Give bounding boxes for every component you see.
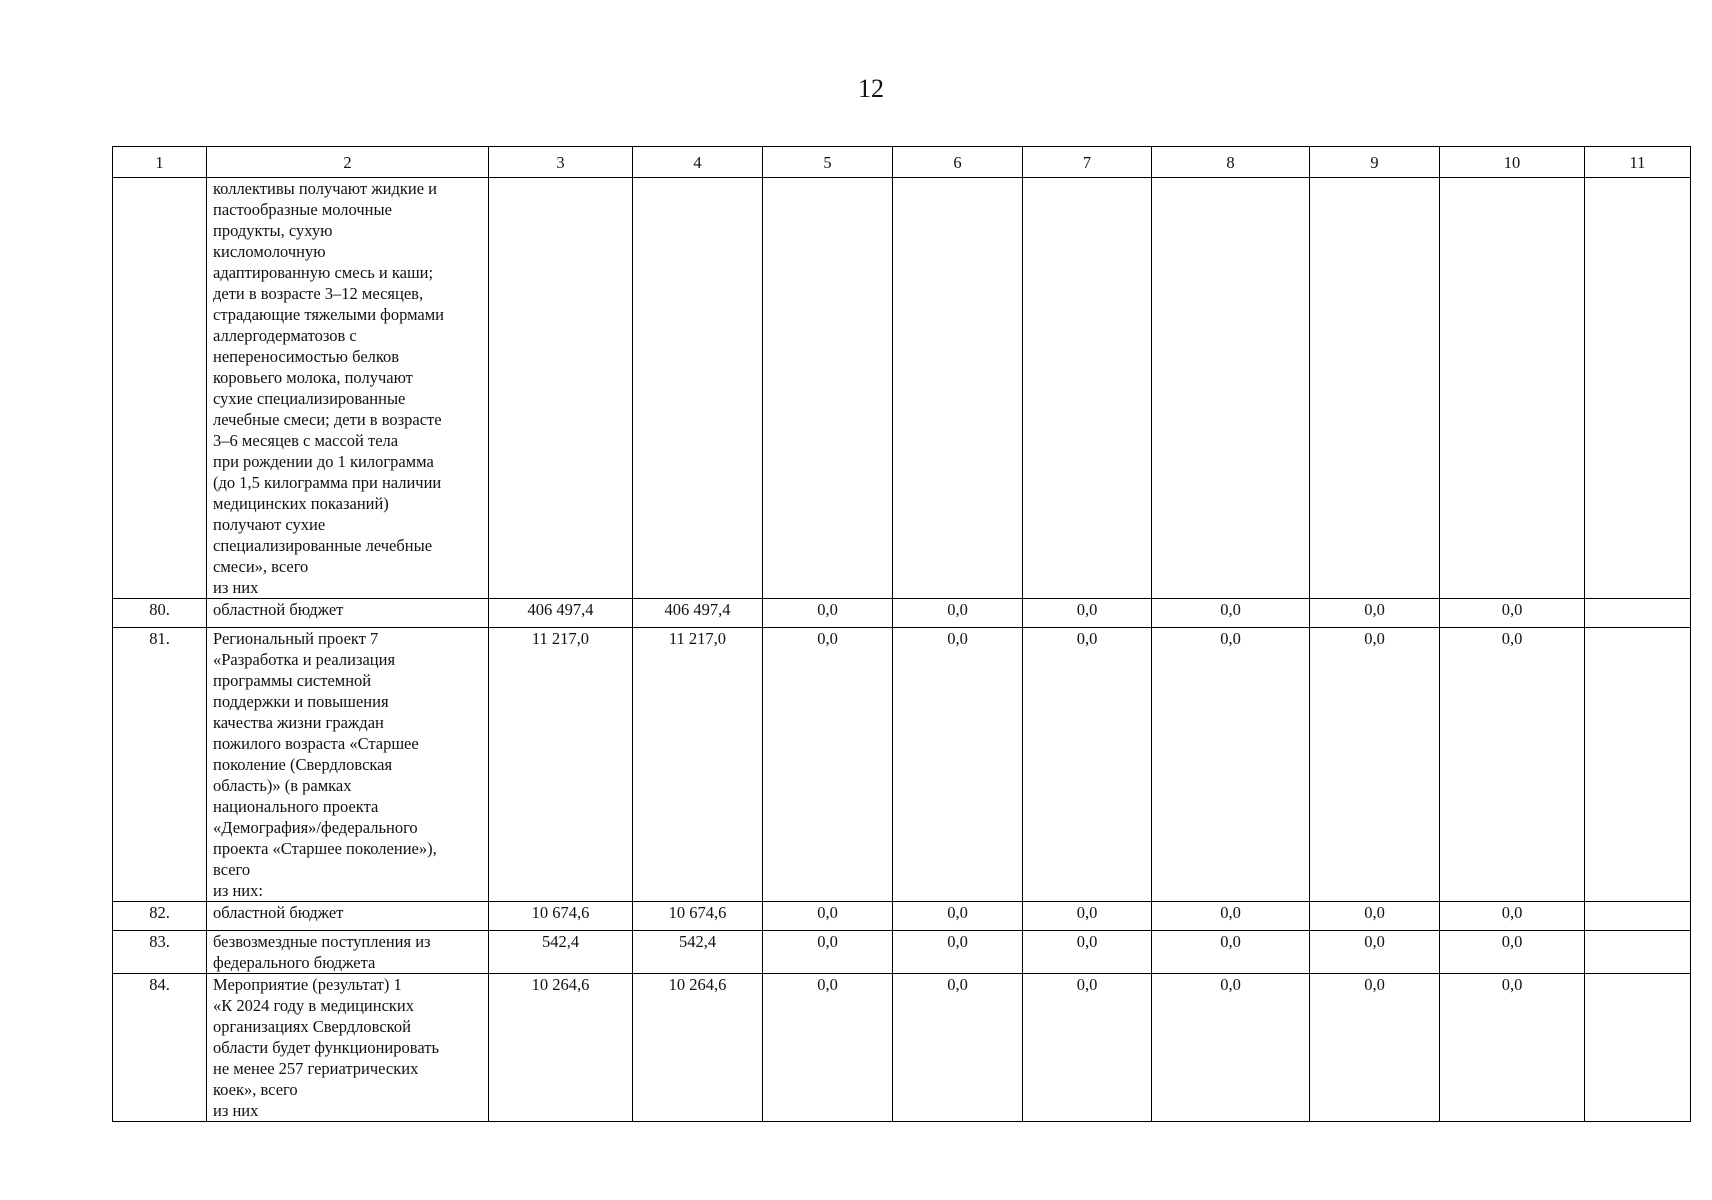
value-cell-col-9: 0,0 — [1310, 628, 1440, 902]
row-name-cell — [207, 628, 489, 902]
table-row — [113, 931, 1691, 974]
row-name-line: из них — [213, 1101, 259, 1120]
row-number-cell: 82. — [113, 902, 207, 931]
value-cell-col-3: 11 217,0 — [489, 628, 633, 902]
column-header: 4 — [633, 147, 763, 178]
table-body — [113, 178, 1691, 1122]
value-cell-col-4: 542,4 — [633, 931, 763, 974]
row-name-line: безвозмездные поступления из — [213, 932, 431, 951]
value-cell-col-11 — [1585, 599, 1691, 628]
value-cell-col-6: 0,0 — [893, 628, 1023, 902]
value-cell-col-3: 406 497,4 — [489, 599, 633, 628]
value-cell-col-6: 0,0 — [893, 931, 1023, 974]
value-cell-col-4 — [633, 178, 763, 599]
value-cell-col-3 — [489, 178, 633, 599]
table-row — [113, 599, 1691, 628]
row-name-line: «Разработка и реализация — [213, 650, 396, 669]
row-name-line: «Демография»/федерального — [213, 818, 418, 837]
value-cell-col-10: 0,0 — [1440, 902, 1585, 931]
table-row — [113, 974, 1691, 1122]
row-name-line: всего — [213, 860, 251, 879]
row-name-line: пожилого возраста «Старшее — [213, 734, 419, 753]
row-name-line: из них: — [213, 881, 263, 900]
row-name-line: дети в возрасте 3–12 месяцев, — [213, 284, 424, 303]
value-cell-col-6: 0,0 — [893, 974, 1023, 1122]
value-cell-col-7: 0,0 — [1023, 902, 1152, 931]
row-name-line: проекта «Старшее поколение»), — [213, 839, 437, 858]
value-cell-col-10: 0,0 — [1440, 974, 1585, 1122]
value-cell-col-10: 0,0 — [1440, 599, 1585, 628]
value-cell-col-6: 0,0 — [893, 902, 1023, 931]
row-name-line: непереносимостью белков — [213, 347, 400, 366]
value-cell-col-6 — [893, 178, 1023, 599]
column-header: 2 — [207, 147, 489, 178]
value-cell-col-9: 0,0 — [1310, 902, 1440, 931]
value-cell-col-3: 542,4 — [489, 931, 633, 974]
value-cell-col-5: 0,0 — [763, 931, 893, 974]
row-name-line: (до 1,5 килограмма при наличии — [213, 473, 442, 492]
row-name-line: получают сухие — [213, 515, 326, 534]
row-name-line: продукты, сухую — [213, 221, 333, 240]
row-name-line: пастообразные молочные — [213, 200, 392, 219]
value-cell-col-10 — [1440, 178, 1585, 599]
row-name-line: национального проекта — [213, 797, 379, 816]
row-name-line: смеси», всего — [213, 557, 309, 576]
row-name-line: федерального бюджета — [213, 953, 376, 972]
value-cell-col-9: 0,0 — [1310, 599, 1440, 628]
value-cell-col-7: 0,0 — [1023, 599, 1152, 628]
row-name-line: поддержки и повышения — [213, 692, 389, 711]
value-cell-col-8: 0,0 — [1152, 628, 1310, 902]
row-name-line: сухие специализированные — [213, 389, 406, 408]
row-number-cell — [113, 178, 207, 599]
row-name-line: аллергодерматозов с — [213, 326, 357, 345]
value-cell-col-4: 10 264,6 — [633, 974, 763, 1122]
row-number-cell: 81. — [113, 628, 207, 902]
value-cell-col-5: 0,0 — [763, 599, 893, 628]
row-name-line: лечебные смеси; дети в возрасте — [213, 410, 442, 429]
value-cell-col-5: 0,0 — [763, 628, 893, 902]
row-name-line: медицинских показаний) — [213, 494, 389, 513]
row-name-line: области будет функционировать — [213, 1038, 439, 1057]
row-name-line: коек», всего — [213, 1080, 298, 1099]
column-header: 5 — [763, 147, 893, 178]
row-name-cell — [207, 178, 489, 599]
row-name-cell — [207, 902, 489, 931]
row-name-line: «К 2024 году в медицинских — [213, 996, 415, 1015]
value-cell-col-11 — [1585, 931, 1691, 974]
row-name-line: Мероприятие (результат) 1 — [213, 975, 402, 994]
page-number: 12 — [858, 74, 884, 103]
column-header: 10 — [1440, 147, 1585, 178]
value-cell-col-5 — [763, 178, 893, 599]
value-cell-col-3: 10 264,6 — [489, 974, 633, 1122]
value-cell-col-6: 0,0 — [893, 599, 1023, 628]
column-header: 1 — [113, 147, 207, 178]
row-name-line: программы системной — [213, 671, 372, 690]
value-cell-col-11 — [1585, 902, 1691, 931]
column-header: 3 — [489, 147, 633, 178]
row-name-line: организациях Свердловской — [213, 1017, 411, 1036]
table-row — [113, 178, 1691, 599]
value-cell-col-7: 0,0 — [1023, 628, 1152, 902]
row-name-line: 3–6 месяцев с массой тела — [213, 431, 399, 450]
row-name-line: специализированные лечебные — [213, 536, 433, 555]
value-cell-col-4: 10 674,6 — [633, 902, 763, 931]
value-cell-col-8: 0,0 — [1152, 931, 1310, 974]
value-cell-col-8: 0,0 — [1152, 902, 1310, 931]
value-cell-col-3: 10 674,6 — [489, 902, 633, 931]
value-cell-col-4: 11 217,0 — [633, 628, 763, 902]
value-cell-col-5: 0,0 — [763, 974, 893, 1122]
row-name-cell — [207, 974, 489, 1122]
row-name-cell — [207, 931, 489, 974]
value-cell-col-7: 0,0 — [1023, 931, 1152, 974]
row-name-line: областной бюджет — [213, 600, 344, 619]
value-cell-col-8: 0,0 — [1152, 974, 1310, 1122]
row-name-cell — [207, 599, 489, 628]
row-number-cell: 83. — [113, 931, 207, 974]
value-cell-col-10: 0,0 — [1440, 628, 1585, 902]
row-name-line: область)» (в рамках — [213, 776, 352, 795]
table-row — [113, 628, 1691, 902]
budget-table — [112, 146, 1691, 1122]
value-cell-col-11 — [1585, 974, 1691, 1122]
row-name-line: при рождении до 1 килограмма — [213, 452, 434, 471]
value-cell-col-9: 0,0 — [1310, 974, 1440, 1122]
row-name-line: областной бюджет — [213, 903, 344, 922]
value-cell-col-8: 0,0 — [1152, 599, 1310, 628]
column-header: 9 — [1310, 147, 1440, 178]
row-name-line: качества жизни граждан — [213, 713, 384, 732]
row-name-line: коллективы получают жидкие и — [213, 179, 438, 198]
table-row — [113, 902, 1691, 931]
value-cell-col-8 — [1152, 178, 1310, 599]
value-cell-col-7: 0,0 — [1023, 974, 1152, 1122]
value-cell-col-10: 0,0 — [1440, 931, 1585, 974]
value-cell-col-7 — [1023, 178, 1152, 599]
column-header: 8 — [1152, 147, 1310, 178]
row-name-line: не менее 257 гериатрических — [213, 1059, 419, 1078]
row-name-line: страдающие тяжелыми формами — [213, 305, 445, 324]
row-name-line: коровьего молока, получают — [213, 368, 413, 387]
row-number-cell: 84. — [113, 974, 207, 1122]
row-name-line: поколение (Свердловская — [213, 755, 393, 774]
row-name-line: Региональный проект 7 — [213, 629, 379, 648]
value-cell-col-11 — [1585, 178, 1691, 599]
value-cell-col-11 — [1585, 628, 1691, 902]
row-name-line: кисломолочную — [213, 242, 326, 261]
value-cell-col-9: 0,0 — [1310, 931, 1440, 974]
row-number-cell: 80. — [113, 599, 207, 628]
column-header: 6 — [893, 147, 1023, 178]
row-name-line: из них — [213, 578, 259, 597]
value-cell-col-9 — [1310, 178, 1440, 599]
row-name-line: адаптированную смесь и каши; — [213, 263, 434, 282]
value-cell-col-4: 406 497,4 — [633, 599, 763, 628]
header-row — [113, 147, 1691, 178]
column-header: 11 — [1585, 147, 1691, 178]
value-cell-col-5: 0,0 — [763, 902, 893, 931]
column-header: 7 — [1023, 147, 1152, 178]
